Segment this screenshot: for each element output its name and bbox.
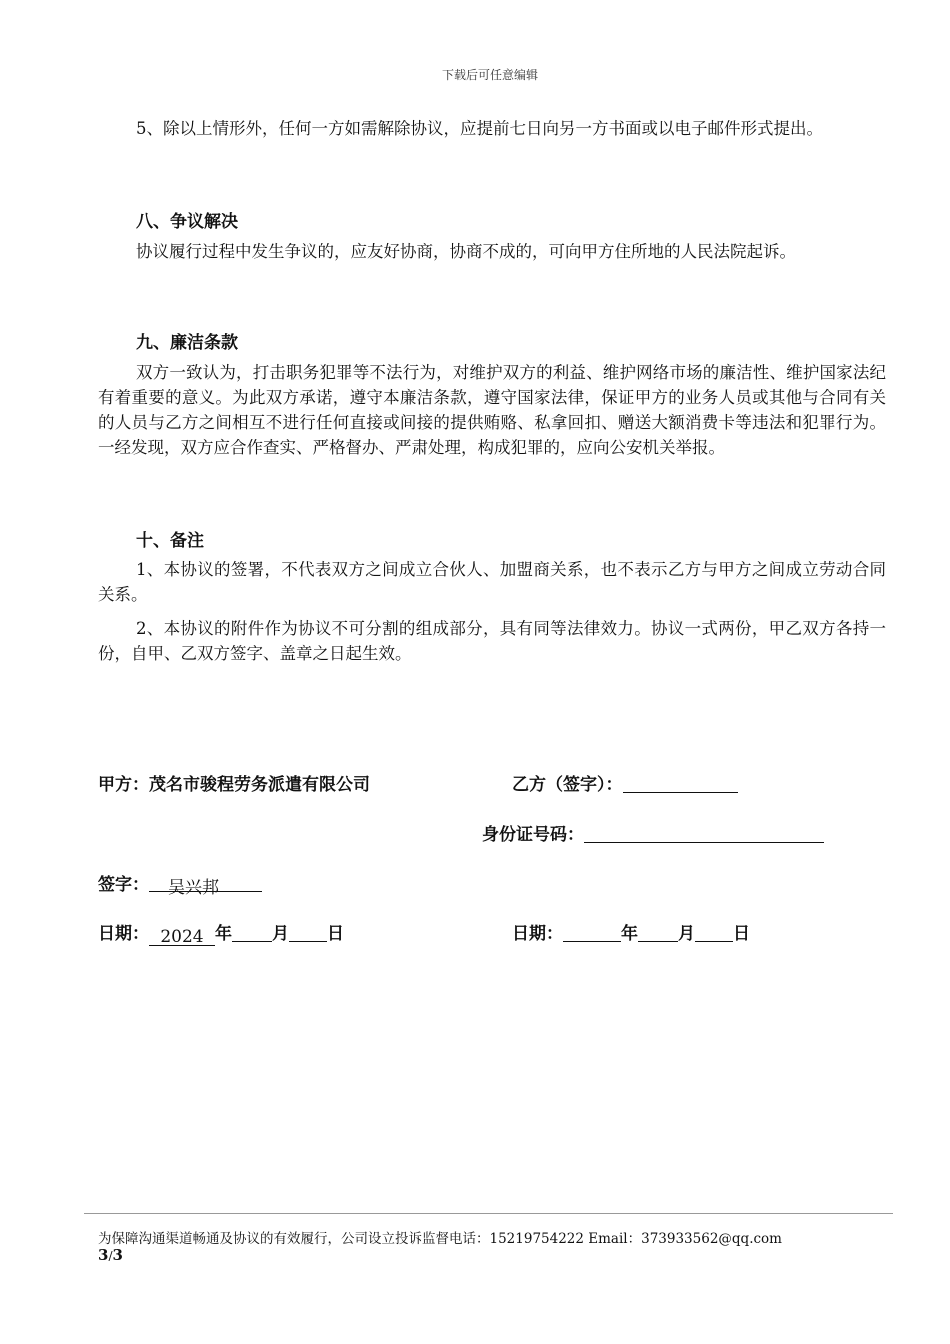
date-year-a: 2024: [149, 927, 215, 946]
id-number-line: [482, 820, 824, 845]
section-10-heading: 十、备注: [136, 531, 204, 551]
party-b-signature-blank[interactable]: [623, 774, 738, 793]
year-unit-a: 年: [215, 924, 232, 944]
section-9-body: 双方一致认为，打击职务犯罪等不法行为，对维护双方的利益、维护网络市场的廉洁性、维护国家法纪有着重要的意义。为此双方承诺，遵守本廉洁条款，遵守国家法律，保证甲方的业务人员或其他与合同有关的人员与乙方之间相互不进行任何直接或间接的提供贿赂、私拿回扣、赠送大额消费卡等违法和犯罪行为。一经发现，双方应合作查实、严格督办、严肃处理，构成犯罪的，应向公安机关举报。: [98, 363, 886, 457]
day-unit-a: 日: [327, 924, 344, 944]
page-current: 3: [98, 1246, 109, 1264]
party-a-label: 甲方：: [98, 775, 149, 795]
page-separator: /: [108, 1249, 113, 1263]
id-number-label: 身份证号码：: [482, 825, 584, 845]
month-unit-b: 月: [678, 924, 695, 944]
party-a-line: [98, 770, 370, 795]
date-line-b: [512, 919, 750, 944]
date-month-a-blank[interactable]: [232, 923, 272, 942]
page-number: [98, 1246, 123, 1264]
sign-value: [149, 873, 262, 898]
sign-line: [98, 870, 262, 898]
party-b-line: [512, 770, 738, 795]
clause-5-paragraph: 5、除以上情形外，任何一方如需解除协议，应提前七日向另一方书面或以电子邮件形式提出。: [136, 119, 823, 138]
date-label-b: 日期：: [512, 924, 563, 944]
date-line-a: [98, 919, 344, 946]
day-unit-b: 日: [733, 924, 750, 944]
section-10-item-2: 2、本协议的附件作为协议不可分割的组成部分，具有同等法律效力。协议一式两份，甲乙双方各持一份，自甲、乙双方签字、盖章之日起生效。: [98, 619, 886, 663]
date-day-a-blank[interactable]: [289, 923, 327, 942]
date-year-b-blank[interactable]: [563, 923, 621, 942]
date-month-b-blank[interactable]: [638, 923, 678, 942]
date-label-a: 日期：: [98, 924, 149, 944]
footer-divider: [84, 1213, 893, 1214]
month-unit-a: 月: [272, 924, 289, 944]
footer-contact-text: 为保障沟通渠道畅通及协议的有效履行，公司设立投诉监督电话：15219754222 Email：373933562@qq.com: [98, 1231, 782, 1247]
section-10-item-1: 1、本协议的签署，不代表双方之间成立合伙人、加盟商关系，也不表示乙方与甲方之间成立劳动合同关系。: [98, 560, 886, 604]
section-8-body: 协议履行过程中发生争议的，应友好协商，协商不成的，可向甲方住所地的人民法院起诉。: [136, 242, 796, 261]
sign-label: 签字：: [98, 875, 149, 895]
page-total: 3: [112, 1246, 123, 1264]
party-b-label: 乙方（签字）：: [512, 775, 623, 795]
date-day-b-blank[interactable]: [695, 923, 733, 942]
header-note: 下载后可任意编辑: [441, 68, 538, 82]
party-a-name: 茂名市骏程劳务派遣有限公司: [149, 775, 370, 795]
signer-name: 吴兴邦: [168, 878, 219, 898]
section-8-heading: 八、争议解决: [136, 212, 238, 232]
year-unit-b: 年: [621, 924, 638, 944]
id-number-blank[interactable]: [584, 824, 824, 843]
section-9-heading: 九、廉洁条款: [136, 333, 238, 353]
